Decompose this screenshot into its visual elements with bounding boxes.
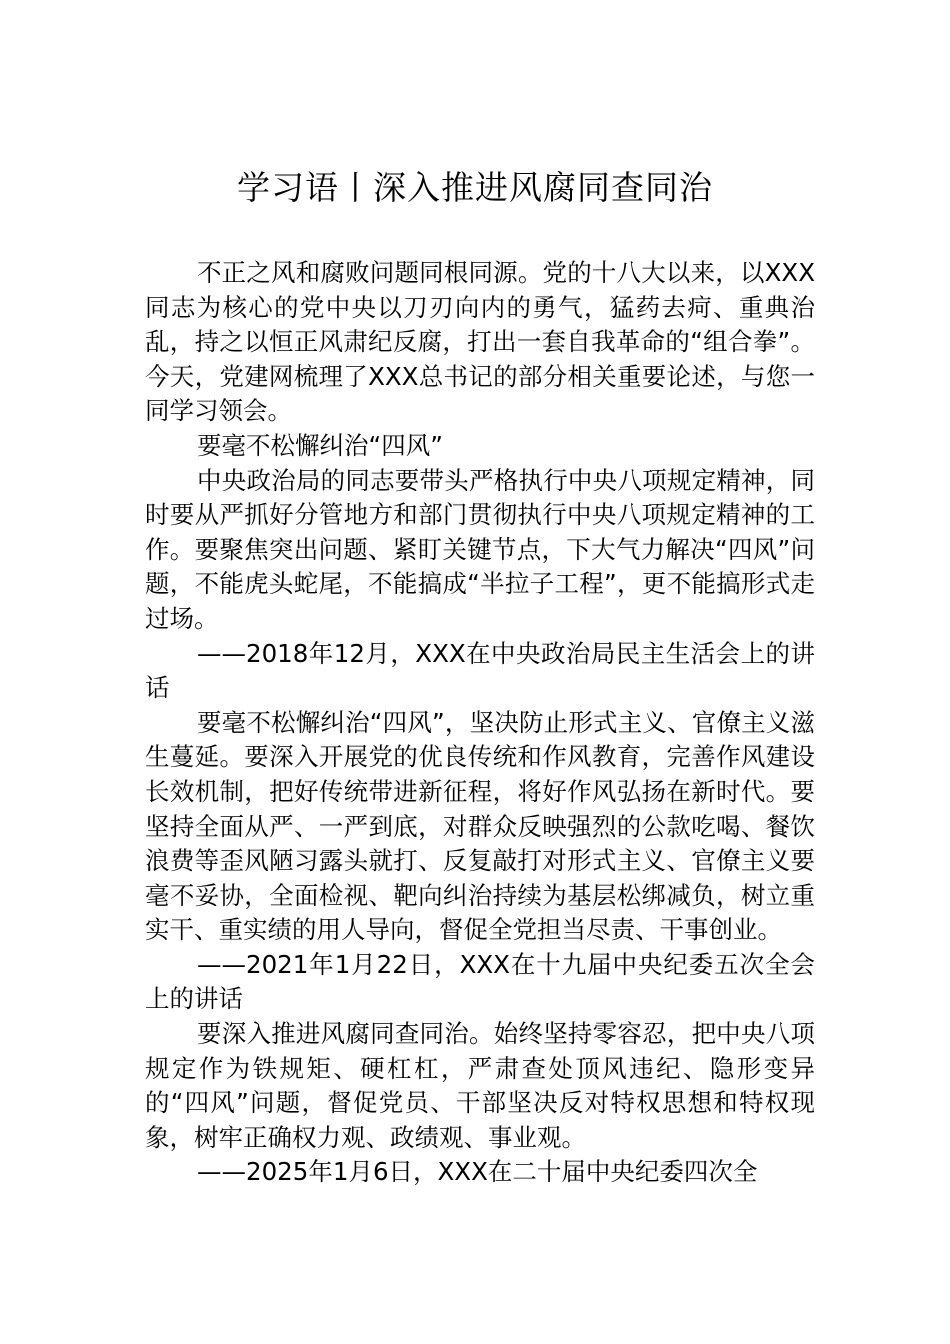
section-heading: 要毫不松懈纠治“四风”	[197, 430, 443, 460]
document-title: 学习语丨深入推进风腐同查同治	[237, 168, 713, 207]
quote-paragraph: 要毫不松懈纠治“四风”，坚决防止形式主义、官僚主义滋生蔓延。要深入开展党的优良传统和作风教育，完善作风建设长效机制，把好传统带进新征程，将好作风弘扬在新时代。要坚持全面从严、一严到底，对群众反映强烈的公款吃喝、餐饮浪费等歪风陋习露头就打、反复敲打对形式主义、官僚主义要毫不妥协，全面检视、靶向纠治持续为基层松绑减负，树立重实干、重实绩的用人导向，督促全党担当尽责、干事创业。	[145, 707, 815, 945]
quote-paragraph: 中央政治局的同志要带头严格执行中央八项规定精神，同时要从严抓好分管地方和部门贯彻执行中央八项规定精神的工作。要聚焦突出问题、紧盯关键节点，下大气力解决“四风”问题，不能虎头蛇尾，不能搞成“半拉子工程”，更不能搞形式走过场。	[145, 465, 815, 633]
quote-source: ——2018年12月，XXX在中央政治局民主生活会上的讲话	[145, 638, 815, 703]
quote-paragraph: 要深入推进风腐同查同治。始终坚持零容忍，把中央八项规定作为铁规矩、硬杠杠，严肃查处顶风违纪、隐形变异的“四风”问题，督促党员、干部坚决反对特权思想和特权现象，树牢正确权力观、政绩观、事业观。	[145, 1019, 815, 1152]
document-body	[145, 256, 815, 1190]
quote-source: ——2025年1月6日，XXX在二十届中央纪委四次全	[197, 1157, 758, 1187]
quote-source: ——2021年1月22日，XXX在十九届中央纪委五次全会上的讲话	[145, 949, 815, 1014]
intro-paragraph: 不正之风和腐败问题同根同源。党的十八大以来，以XXX同志为核心的党中央以刀刃向内的勇气，猛药去疴、重典治乱，持之以恒正风肃纪反腐，打出一套自我革命的“组合拳”。今天，党建网梳理了XXX总书记的部分相关重要论述，与您一同学习领会。	[145, 258, 815, 426]
